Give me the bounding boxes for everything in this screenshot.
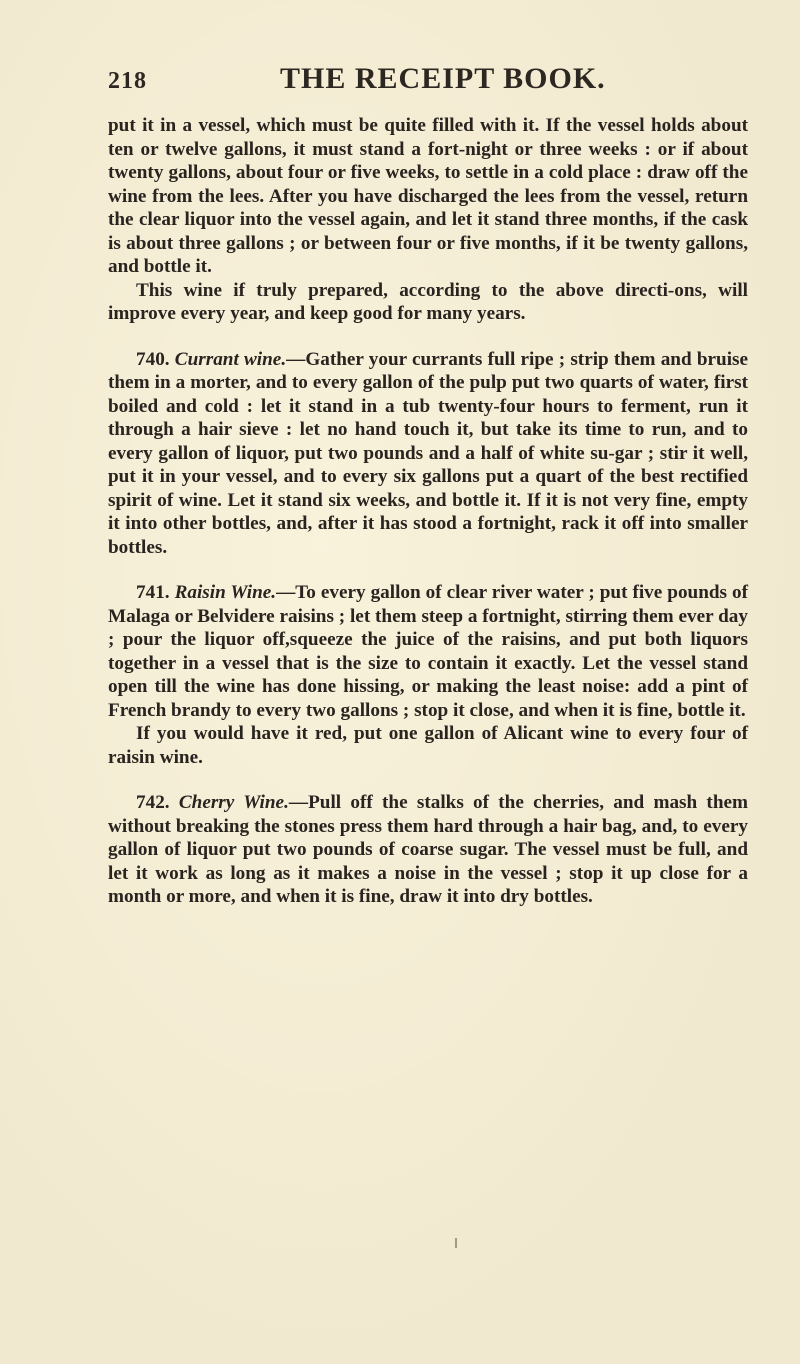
body-text [108, 114, 748, 909]
recipe-number: 740. [136, 348, 170, 370]
recipe-741 [108, 581, 748, 722]
recipe-body: —Pull off the stalks of the cherries, and mash them without breaking the stones press them hard through a hair bag, and, to every gallon of liquor put two pounds of coarse sugar. The vessel must be full, and let it work as long as it makes a noise in the vessel ; stop it up close for a month or more, and when it is fine, draw it into dry bottles. [108, 792, 748, 907]
page-header [108, 62, 748, 102]
recipe-body: —To every gallon of clear river water ; put five pounds of Malaga or Belvidere raisins ; let them steep a fortnight, stirring them ever day ; pour the liquor off,squeeze the juice of the raisins, and put both liquors together in a vessel that is the size to contain it exactly. Let the vessel stand open till the wine has done hissing, or making the least noise: add a pint of French brandy to every two gallons ; stop it close, and when it is fine, bottle it. [108, 582, 748, 721]
recipe-740 [108, 348, 748, 560]
recipe-number: 742. [136, 792, 170, 813]
recipe-number: 741. [136, 582, 170, 603]
paragraph-continuation: put it in a vessel, which must be quite filled with it. If the vessel holds about ten or twelve gallons, it must stand a fort-night or three weeks : or if about twenty gallons, about four or five weeks, to settle in a cold place : draw off the wine from the lees. After you have discharged the lees from the vessel, return the clear liquor into the vessel again, and let it stand three months, if the cask is about three gallons ; or between four or five months, if it be twenty gallons, and bottle it. [108, 115, 748, 277]
recipe-body: —Gather your currants full ripe ; strip them and bruise them in a morter, and to every gallon of the pulp put two quarts of water, first boiled and cold : let it stand in a tub twenty-four hours to ferment, run it through a hair sieve : let no hand touch it, but take its time to run, and to every gallon of liquor, put two pounds and a half of white su-gar ; stir it well, put it in your vessel, and to every six gallons put a quart of the best rectified spirit of wine. Let it stand six weeks, and bottle it. If it is not very fine, empty it into other bottles, and, after it has stood a fortnight, rack it off into smaller bottles. [108, 348, 749, 558]
paragraph-wine-note: This wine if truly prepared, according to the above directi-ons, will improve every year, and keep good for many years. [108, 279, 748, 324]
recipe-title: Cherry Wine. [178, 792, 289, 813]
running-head: THE RECEIPT BOOK. [280, 62, 606, 95]
page-number: 218 [108, 68, 147, 94]
recipe-title: Raisin Wine. [174, 582, 277, 603]
recipe-742 [108, 791, 748, 909]
page-mark [455, 1238, 457, 1248]
recipe-title: Currant wine. [174, 348, 287, 370]
recipe-741-note: If you would have it red, put one gallon of Alicant wine to every four of raisin wine. [108, 723, 748, 768]
